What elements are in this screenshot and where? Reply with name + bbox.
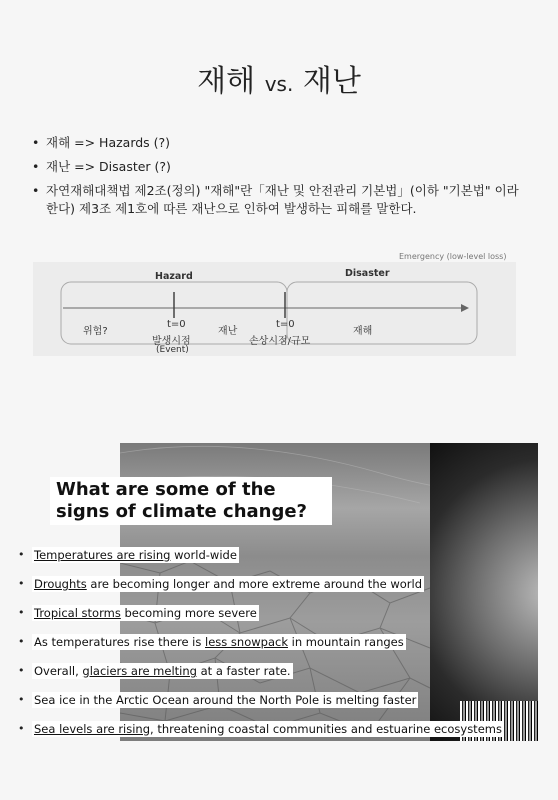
sign-text-part: in mountain ranges (287, 634, 404, 649)
definition-bullets (32, 134, 532, 224)
underlined-text: Tropical storms (34, 605, 121, 620)
climate-sign-item (18, 656, 478, 685)
title-right: 재난 (302, 64, 361, 99)
bullet-text: 자연재해대책법 제2조(정의) "재해"란「재난 및 안전관리 기본법」(이하 "기본법" 이라 한다) 제3조 제1호에 따른 재난으로 인하여 발생하는 피해를 말한다. (46, 183, 519, 216)
underlined-text: glaciers are melting (82, 663, 197, 678)
label-damage: 재해 (353, 326, 373, 337)
label-damage-time: 손상시점/규모 (249, 336, 311, 347)
climate-sign-item (18, 714, 502, 743)
sign-text-part: at a faster rate. (196, 663, 291, 678)
climate-sign-text (32, 605, 259, 621)
label-hazard: Hazard (155, 271, 193, 282)
label-risk: 위험? (83, 326, 108, 337)
page-title (0, 56, 558, 100)
sign-text-part: As temperatures rise there is (34, 634, 206, 649)
disaster-box (287, 282, 477, 344)
underlined-text: less snowpack (205, 634, 288, 649)
timeline-arrow (461, 304, 469, 312)
climate-sign-text (32, 663, 293, 679)
bullet-dot: • (32, 159, 40, 174)
label-t0-damage: t=0 (276, 319, 295, 330)
bullet-text: 재난 => Disaster (?) (46, 159, 171, 174)
climate-sign-text (32, 576, 424, 592)
bullet-dot: • (18, 693, 25, 706)
sign-text-part: , threatening coastal communities and estuarine ecosystems (150, 721, 502, 736)
climate-sign-text (32, 547, 239, 563)
sign-text-part: are becoming longer and more extreme around the world (86, 576, 423, 591)
bullet-dot: • (32, 135, 40, 150)
climate-sign-item (18, 685, 478, 714)
label-event: (Event) (156, 345, 189, 355)
bullet-dot: • (18, 664, 25, 677)
label-event-time: 발생시점 (152, 336, 191, 347)
bullet-dot: • (18, 635, 25, 648)
climate-sign-item (18, 598, 478, 627)
bullet-dot: • (18, 548, 25, 561)
climate-sign-text (32, 692, 418, 708)
slide-title: What are some of the signs of climate change? (50, 477, 332, 525)
title-left: 재해 (197, 64, 256, 99)
label-disaster: Disaster (345, 268, 390, 279)
climate-sign-text (32, 721, 504, 737)
sign-text-part: world-wide (170, 547, 237, 562)
bullet-hazards (32, 134, 532, 152)
legend-emergency: Emergency (low-level loss) (399, 252, 507, 261)
climate-sign-item (18, 569, 478, 598)
climate-sign-text (32, 634, 406, 650)
underlined-text: Temperatures are rising (34, 547, 171, 562)
label-t0-event: t=0 (167, 319, 186, 330)
climate-sign-item (18, 627, 478, 656)
bullet-dot: • (18, 722, 25, 735)
climate-signs-list (18, 540, 502, 743)
sign-text-part: Sea ice in the Arctic Ocean around the North Pole is melting faster (34, 692, 417, 707)
bullet-dot: • (32, 183, 40, 198)
label-calamity: 재난 (218, 326, 238, 337)
bullet-disaster (32, 158, 532, 176)
bullet-text: 재해 => Hazards (?) (46, 135, 171, 150)
underlined-text: Droughts (34, 576, 87, 591)
title-vs: vs. (264, 72, 294, 96)
underlined-text: Sea levels are rising (34, 721, 151, 736)
bullet-dot: • (18, 606, 25, 619)
sign-text-part: Overall, (34, 663, 83, 678)
bullet-dot: • (18, 577, 25, 590)
climate-sign-item (18, 540, 478, 569)
sign-text-part: becoming more severe (120, 605, 257, 620)
bullet-definition (32, 182, 532, 218)
